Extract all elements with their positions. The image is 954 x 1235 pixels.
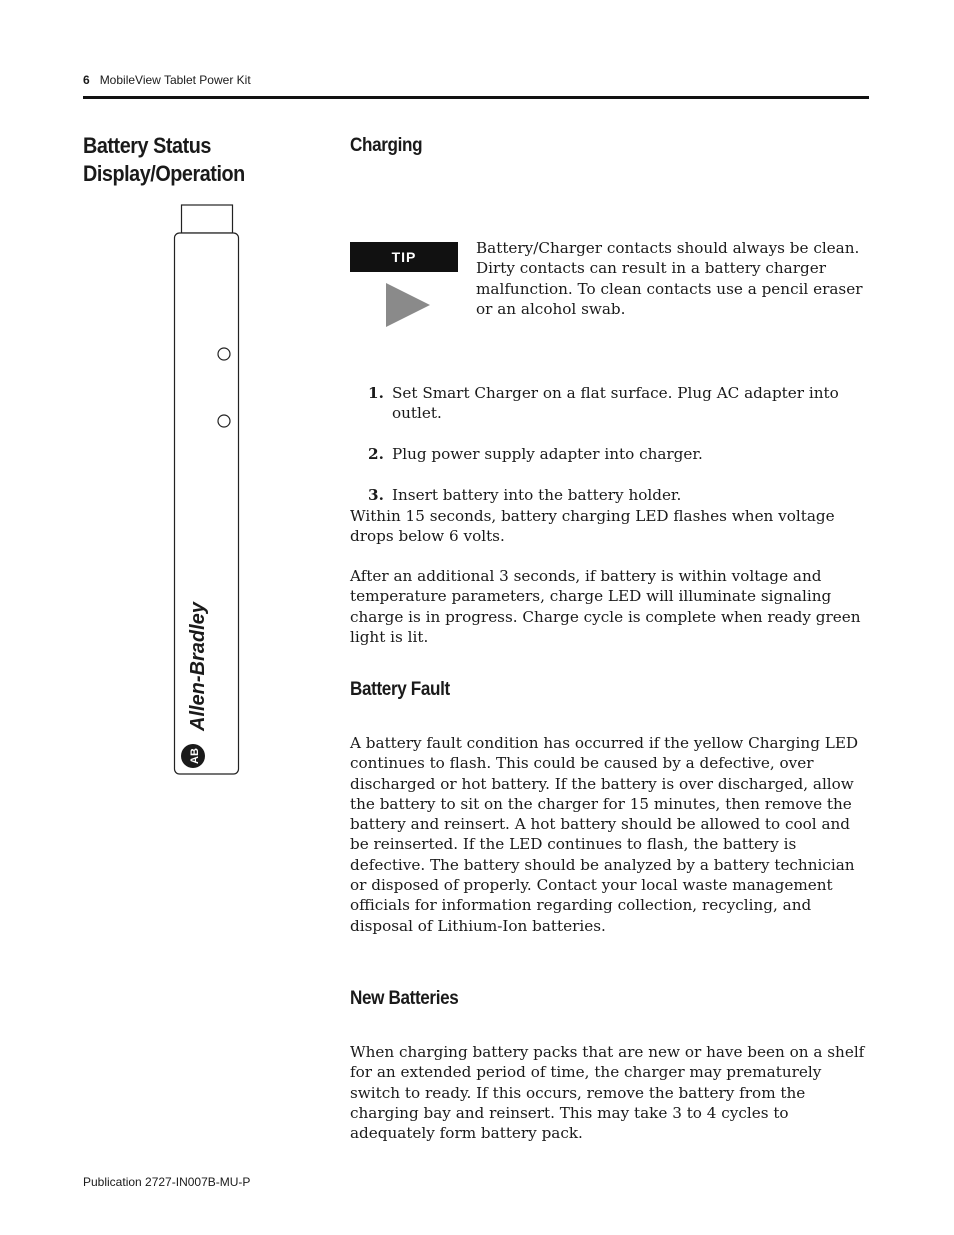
step-text: Plug power supply adapter into charger. bbox=[392, 445, 703, 464]
step-number: 3. bbox=[368, 485, 384, 504]
charging-paragraph-1: Within 15 seconds, battery charging LED flashes when voltage drops below 6 volts. bbox=[350, 507, 835, 546]
section-title: Battery Status Display/Operation bbox=[83, 133, 245, 186]
step-text: Set Smart Charger on a flat surface. Plug AC adapter into outlet. bbox=[392, 384, 839, 423]
charger-device-illustration bbox=[170, 204, 242, 780]
step-number: 1. bbox=[368, 384, 384, 402]
step-item bbox=[368, 444, 878, 464]
charging-led-indicator bbox=[218, 348, 230, 360]
heading-battery-fault: Battery Fault bbox=[350, 679, 450, 700]
charging-steps bbox=[368, 383, 878, 526]
charging-paragraph-2: After an additional 3 seconds, if battery is within voltage and temperature parameters, charge LED will illuminate signaling charge is in progress. Charge cycle is complete when ready green light is lit. bbox=[350, 567, 861, 646]
brand-text: Allen-Bradley bbox=[187, 602, 209, 731]
battery-fault-paragraph: A battery fault condition has occurred if the yellow Charging LED continues to flash. This could be caused by a defective, over discharged or hot battery. If the battery is over discharged, allow the battery to sit on the charger for 15 minutes, then remove the battery and reinsert. A hot battery should be allowed to cool and be reinserted. If the LED continues to flash, the battery is defective. The battery should be analyzed by a battery technician or disposed of properly. Contact your local waste management officials for information regarding collection, recycling, and disposal of Lithium-Ion batteries. bbox=[350, 734, 859, 935]
tip-label: TIP bbox=[350, 242, 458, 272]
heading-charging: Charging bbox=[350, 135, 423, 156]
ab-logo-text: AB bbox=[189, 748, 201, 764]
heading-new-batteries: New Batteries bbox=[350, 988, 459, 1009]
step-number: 2. bbox=[368, 445, 384, 464]
header-rule bbox=[83, 96, 869, 99]
tip-arrow-icon bbox=[386, 283, 430, 327]
running-header bbox=[83, 73, 251, 87]
new-batteries-paragraph: When charging battery packs that are new or have been on a shelf for an extended period of time, the charger may prematurely switch to ready. If this occurs, remove the battery from the charging bay and reinsert. This may take 3 to 4 cycles to adequately form battery pack. bbox=[350, 1043, 865, 1143]
device-top-cap bbox=[182, 205, 233, 233]
publication-footer: Publication 2727-IN007B-MU-P bbox=[83, 1175, 251, 1189]
step-item bbox=[368, 485, 878, 505]
step-item bbox=[368, 383, 878, 424]
page-number: 6 bbox=[83, 73, 90, 87]
step-text: Insert battery into the battery holder. bbox=[392, 485, 682, 504]
document-title: MobileView Tablet Power Kit bbox=[99, 73, 251, 87]
ready-led-indicator bbox=[218, 415, 230, 427]
tip-text: Battery/Charger contacts should always be clean. Dirty contacts can result in a battery charger malfunction. To clean contacts use a pencil eraser or an alcohol swab. bbox=[476, 239, 863, 318]
